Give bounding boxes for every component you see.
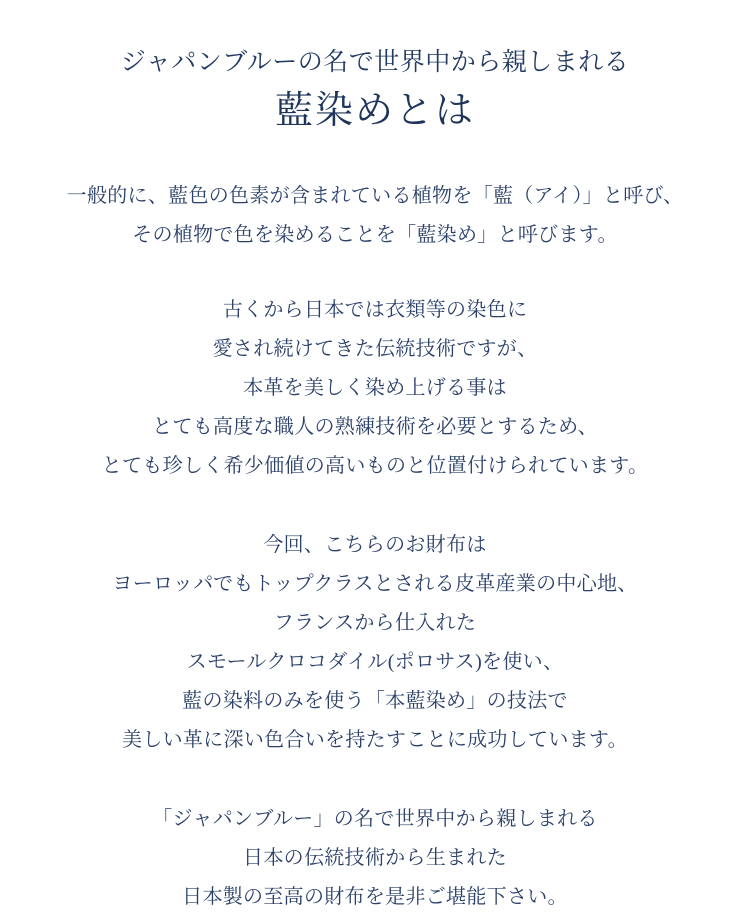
text-line: ヨーロッパでもトップクラスとされる皮革産業の中心地、	[112, 573, 638, 596]
paragraph-intro	[67, 177, 684, 255]
text-line: 一般的に、藍色の色素が含まれている植物を「藍（アイ）」と呼び、	[66, 185, 684, 208]
heading-subtitle: ジャパンブルーの名で世界中から親しまれる	[120, 49, 630, 76]
text-line: 藍の染料のみを使う「本藍染め」の技法で	[182, 690, 568, 713]
paragraph-product	[112, 526, 637, 760]
text-line: 日本の伝統技術から生まれた	[243, 847, 507, 870]
text-line: 日本製の至高の財布を是非ご堪能下さい。	[182, 886, 568, 909]
text-line: その植物で色を染めることを「藍染め」と呼びます。	[132, 224, 618, 247]
text-line: フランスから仕入れた	[273, 612, 477, 635]
text-line: 今回、こちらのお財布は	[263, 534, 487, 557]
text-line: 古くから日本では衣類等の染色に	[222, 299, 528, 322]
paragraph-tradition	[102, 291, 649, 486]
text-line: とても高度な職人の熟練技術を必要とするため、	[152, 416, 598, 439]
text-line: 本革を美しく染め上げる事は	[243, 377, 507, 400]
text-line: 「ジャパンブルー」の名で世界中から親しまれる	[152, 808, 598, 831]
text-line: とても珍しく希少価値の高いものと位置付けられています。	[101, 455, 649, 478]
page-title: 藍染めとは	[274, 89, 475, 132]
text-line: 愛され続けてきた伝統技術ですが、	[212, 338, 538, 361]
page-heading	[121, 46, 630, 137]
paragraph-closing	[152, 800, 597, 917]
text-line: スモールクロコダイル(ポロサス)を使い、	[186, 651, 564, 674]
text-line: 美しい革に深い色合いを持たすことに成功しています。	[122, 729, 628, 752]
